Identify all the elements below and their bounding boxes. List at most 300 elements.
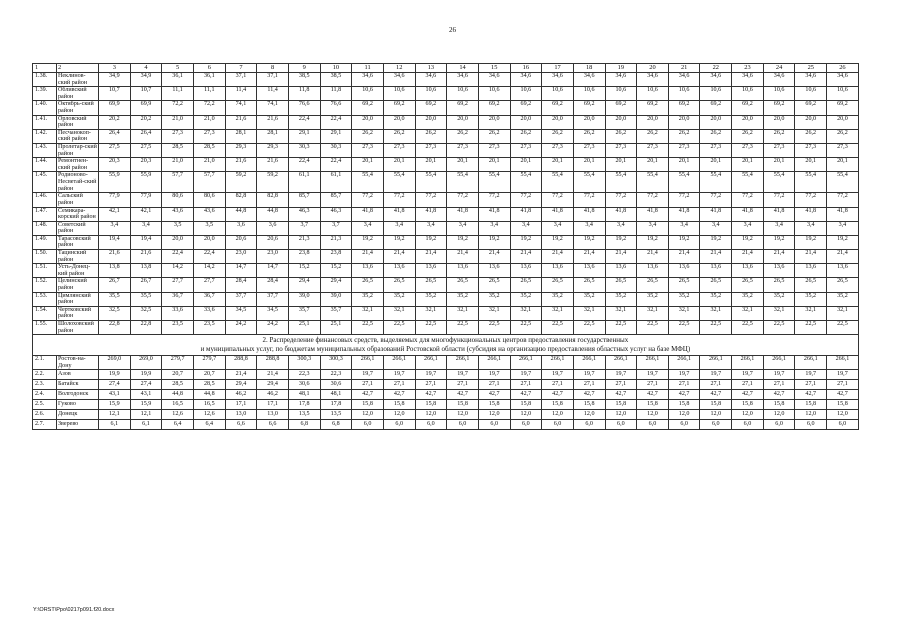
- value-cell: 27,3: [605, 143, 637, 157]
- column-header-cell: 26: [827, 64, 859, 73]
- table-row: [33, 73, 859, 87]
- value-cell: 46,2: [257, 390, 289, 400]
- value-cell: 69,2: [415, 101, 447, 115]
- district-name: Семикара-корский район: [57, 207, 99, 221]
- table-row: [33, 410, 859, 420]
- value-cell: 22,5: [827, 321, 859, 335]
- district-name: Неклинов-ский район: [57, 73, 99, 87]
- value-cell: 36,1: [162, 73, 194, 87]
- row-number: 1.41.: [33, 115, 57, 129]
- value-cell: 20,1: [827, 158, 859, 172]
- value-cell: 77,2: [573, 193, 605, 207]
- value-cell: 55,4: [415, 172, 447, 193]
- value-cell: 20,1: [795, 158, 827, 172]
- value-cell: 26,5: [763, 278, 795, 292]
- value-cell: 19,7: [763, 370, 795, 380]
- value-cell: 15,8: [732, 400, 764, 410]
- value-cell: 12,0: [795, 410, 827, 420]
- value-cell: 77,9: [99, 193, 131, 207]
- row-number: 1.55.: [33, 321, 57, 335]
- value-cell: 22,5: [352, 321, 384, 335]
- value-cell: 21,4: [352, 250, 384, 264]
- value-cell: 55,4: [605, 172, 637, 193]
- value-cell: 20,0: [732, 115, 764, 129]
- value-cell: 22,5: [605, 321, 637, 335]
- column-header-cell: 5: [162, 64, 194, 73]
- row-number: 2.7.: [33, 420, 57, 430]
- value-cell: 22,5: [447, 321, 479, 335]
- column-header-cell: 19: [605, 64, 637, 73]
- value-cell: 26,2: [795, 129, 827, 143]
- row-number: 1.53.: [33, 292, 57, 306]
- column-header-cell: 12: [383, 64, 415, 73]
- value-cell: 3,4: [637, 221, 669, 235]
- column-header-cell: 23: [732, 64, 764, 73]
- file-path-footer: Y:\ORST\Ppo\0217p091.f20.docx: [33, 607, 115, 613]
- value-cell: 13,8: [130, 264, 162, 278]
- value-cell: 69,2: [763, 101, 795, 115]
- value-cell: 10,6: [668, 87, 700, 101]
- value-cell: 27,1: [795, 380, 827, 390]
- value-cell: 21,4: [605, 250, 637, 264]
- value-cell: 17,1: [257, 400, 289, 410]
- value-cell: 19,2: [732, 235, 764, 249]
- value-cell: 26,2: [573, 129, 605, 143]
- value-cell: 3,4: [732, 221, 764, 235]
- value-cell: 41,8: [352, 207, 384, 221]
- value-cell: 26,5: [510, 278, 542, 292]
- value-cell: 20,1: [605, 158, 637, 172]
- value-cell: 37,7: [257, 292, 289, 306]
- value-cell: 3,4: [573, 221, 605, 235]
- value-cell: 3,4: [605, 221, 637, 235]
- value-cell: 35,2: [447, 292, 479, 306]
- value-cell: 26,2: [732, 129, 764, 143]
- column-header-cell: 2: [57, 64, 99, 73]
- value-cell: 32,1: [827, 306, 859, 320]
- value-cell: 22,5: [510, 321, 542, 335]
- value-cell: 74,1: [257, 101, 289, 115]
- value-cell: 32,1: [605, 306, 637, 320]
- value-cell: 288,8: [257, 356, 289, 370]
- value-cell: 41,8: [542, 207, 574, 221]
- value-cell: 42,7: [637, 390, 669, 400]
- value-cell: 6,0: [732, 420, 764, 430]
- district-name: Шолоховский район: [57, 321, 99, 335]
- value-cell: 34,6: [732, 73, 764, 87]
- value-cell: 300,3: [320, 356, 352, 370]
- municipality-name: Ростов-на-Дону: [57, 356, 99, 370]
- value-cell: 6,0: [763, 420, 795, 430]
- value-cell: 20,0: [510, 115, 542, 129]
- value-cell: 35,2: [732, 292, 764, 306]
- value-cell: 19,4: [130, 235, 162, 249]
- value-cell: 77,2: [827, 193, 859, 207]
- value-cell: 32,1: [352, 306, 384, 320]
- value-cell: 15,9: [130, 400, 162, 410]
- section-heading-row: [33, 335, 859, 356]
- value-cell: 27,1: [352, 380, 384, 390]
- value-cell: 33,6: [193, 306, 225, 320]
- value-cell: 3,6: [257, 221, 289, 235]
- value-cell: 34,9: [130, 73, 162, 87]
- value-cell: 15,8: [352, 400, 384, 410]
- value-cell: 10,6: [383, 87, 415, 101]
- value-cell: 21,6: [225, 115, 257, 129]
- value-cell: 15,8: [542, 400, 574, 410]
- value-cell: 266,1: [795, 356, 827, 370]
- value-cell: 13,6: [542, 264, 574, 278]
- value-cell: 10,6: [700, 87, 732, 101]
- value-cell: 6,4: [193, 420, 225, 430]
- value-cell: 12,0: [700, 410, 732, 420]
- value-cell: 44,8: [257, 207, 289, 221]
- value-cell: 26,5: [668, 278, 700, 292]
- value-cell: 72,2: [193, 101, 225, 115]
- value-cell: 26,5: [542, 278, 574, 292]
- value-cell: 6,0: [447, 420, 479, 430]
- value-cell: 21,0: [193, 115, 225, 129]
- value-cell: 6,1: [130, 420, 162, 430]
- value-cell: 27,3: [700, 143, 732, 157]
- value-cell: 21,4: [700, 250, 732, 264]
- value-cell: 27,3: [383, 143, 415, 157]
- value-cell: 17,8: [320, 400, 352, 410]
- value-cell: 22,5: [795, 321, 827, 335]
- column-header-cell: 24: [763, 64, 795, 73]
- value-cell: 27,3: [415, 143, 447, 157]
- value-cell: 32,1: [763, 306, 795, 320]
- value-cell: 55,4: [763, 172, 795, 193]
- value-cell: 19,2: [700, 235, 732, 249]
- value-cell: 6,0: [605, 420, 637, 430]
- value-cell: 12,0: [510, 410, 542, 420]
- value-cell: 15,8: [447, 400, 479, 410]
- table-row: [33, 321, 859, 335]
- column-header-cell: 14: [447, 64, 479, 73]
- value-cell: 37,1: [225, 73, 257, 87]
- value-cell: 41,8: [510, 207, 542, 221]
- value-cell: 35,2: [542, 292, 574, 306]
- value-cell: 266,1: [573, 356, 605, 370]
- value-cell: 26,2: [637, 129, 669, 143]
- value-cell: 27,3: [352, 143, 384, 157]
- value-cell: 266,1: [700, 356, 732, 370]
- value-cell: 27,1: [605, 380, 637, 390]
- value-cell: 34,6: [795, 73, 827, 87]
- value-cell: 20,0: [352, 115, 384, 129]
- value-cell: 41,8: [637, 207, 669, 221]
- value-cell: 26,5: [383, 278, 415, 292]
- value-cell: 32,1: [732, 306, 764, 320]
- value-cell: 22,5: [668, 321, 700, 335]
- value-cell: 19,7: [447, 370, 479, 380]
- value-cell: 3,4: [827, 221, 859, 235]
- value-cell: 72,2: [162, 101, 194, 115]
- value-cell: 288,8: [225, 356, 257, 370]
- value-cell: 19,7: [542, 370, 574, 380]
- value-cell: 69,2: [605, 101, 637, 115]
- value-cell: 55,4: [700, 172, 732, 193]
- value-cell: 12,0: [605, 410, 637, 420]
- value-cell: 10,7: [99, 87, 131, 101]
- value-cell: 42,7: [447, 390, 479, 400]
- table-row: [33, 101, 859, 115]
- value-cell: 21,3: [320, 235, 352, 249]
- row-number: 1.39.: [33, 87, 57, 101]
- value-cell: 20,1: [447, 158, 479, 172]
- value-cell: 85,7: [320, 193, 352, 207]
- value-cell: 13,6: [447, 264, 479, 278]
- value-cell: 6,0: [637, 420, 669, 430]
- value-cell: 20,0: [383, 115, 415, 129]
- value-cell: 27,3: [827, 143, 859, 157]
- value-cell: 15,8: [763, 400, 795, 410]
- value-cell: 17,8: [288, 400, 320, 410]
- column-header-cell: 20: [637, 64, 669, 73]
- value-cell: 266,1: [510, 356, 542, 370]
- row-number: 1.48.: [33, 221, 57, 235]
- value-cell: 44,8: [193, 390, 225, 400]
- district-name: Обливский район: [57, 87, 99, 101]
- value-cell: 22,8: [99, 321, 131, 335]
- value-cell: 20,7: [162, 370, 194, 380]
- value-cell: 6,0: [668, 420, 700, 430]
- district-name: Тацинский район: [57, 250, 99, 264]
- budget-table: [32, 63, 859, 430]
- table-row: [33, 380, 859, 390]
- district-name: Ремонтнен-ский район: [57, 158, 99, 172]
- value-cell: 35,2: [352, 292, 384, 306]
- value-cell: 19,2: [795, 235, 827, 249]
- value-cell: 69,2: [542, 101, 574, 115]
- table-row: [33, 207, 859, 221]
- value-cell: 12,0: [763, 410, 795, 420]
- value-cell: 35,2: [605, 292, 637, 306]
- value-cell: 6,6: [257, 420, 289, 430]
- value-cell: 20,1: [573, 158, 605, 172]
- table-row: [33, 235, 859, 249]
- value-cell: 23,8: [320, 250, 352, 264]
- value-cell: 82,8: [225, 193, 257, 207]
- value-cell: 3,5: [193, 221, 225, 235]
- value-cell: 26,2: [383, 129, 415, 143]
- value-cell: 266,1: [352, 356, 384, 370]
- value-cell: 20,1: [352, 158, 384, 172]
- value-cell: 266,1: [637, 356, 669, 370]
- value-cell: 3,5: [162, 221, 194, 235]
- table-row: [33, 87, 859, 101]
- value-cell: 32,1: [668, 306, 700, 320]
- value-cell: 19,7: [827, 370, 859, 380]
- value-cell: 27,1: [827, 380, 859, 390]
- value-cell: 13,6: [478, 264, 510, 278]
- value-cell: 15,8: [795, 400, 827, 410]
- value-cell: 15,8: [637, 400, 669, 410]
- value-cell: 19,2: [510, 235, 542, 249]
- value-cell: 32,1: [637, 306, 669, 320]
- value-cell: 42,7: [700, 390, 732, 400]
- value-cell: 6,8: [288, 420, 320, 430]
- value-cell: 21,0: [162, 115, 194, 129]
- value-cell: 22,4: [193, 250, 225, 264]
- value-cell: 20,1: [732, 158, 764, 172]
- value-cell: 19,2: [605, 235, 637, 249]
- value-cell: 76,6: [288, 101, 320, 115]
- value-cell: 21,4: [827, 250, 859, 264]
- value-cell: 42,1: [99, 207, 131, 221]
- value-cell: 6,0: [478, 420, 510, 430]
- value-cell: 26,2: [352, 129, 384, 143]
- value-cell: 48,1: [320, 390, 352, 400]
- value-cell: 22,3: [288, 370, 320, 380]
- value-cell: 42,7: [415, 390, 447, 400]
- value-cell: 3,4: [542, 221, 574, 235]
- row-number: 2.3.: [33, 380, 57, 390]
- value-cell: 43,6: [162, 207, 194, 221]
- value-cell: 20,0: [193, 235, 225, 249]
- value-cell: 266,1: [605, 356, 637, 370]
- value-cell: 36,1: [193, 73, 225, 87]
- row-number: 2.4.: [33, 390, 57, 400]
- value-cell: 26,2: [668, 129, 700, 143]
- value-cell: 69,9: [130, 101, 162, 115]
- value-cell: 15,8: [383, 400, 415, 410]
- value-cell: 266,1: [668, 356, 700, 370]
- row-number: 1.47.: [33, 207, 57, 221]
- value-cell: 21,6: [257, 158, 289, 172]
- value-cell: 21,4: [510, 250, 542, 264]
- value-cell: 42,7: [510, 390, 542, 400]
- value-cell: 22,5: [478, 321, 510, 335]
- value-cell: 6,1: [99, 420, 131, 430]
- value-cell: 19,2: [383, 235, 415, 249]
- value-cell: 36,7: [162, 292, 194, 306]
- value-cell: 11,1: [162, 87, 194, 101]
- value-cell: 35,2: [573, 292, 605, 306]
- column-header-cell: 15: [478, 64, 510, 73]
- value-cell: 41,8: [668, 207, 700, 221]
- value-cell: 15,8: [700, 400, 732, 410]
- value-cell: 11,4: [225, 87, 257, 101]
- column-header-cell: 16: [510, 64, 542, 73]
- value-cell: 19,4: [99, 235, 131, 249]
- value-cell: 41,8: [415, 207, 447, 221]
- table-row: [33, 356, 859, 370]
- value-cell: 22,5: [763, 321, 795, 335]
- value-cell: 26,2: [700, 129, 732, 143]
- value-cell: 20,0: [415, 115, 447, 129]
- value-cell: 15,8: [478, 400, 510, 410]
- value-cell: 37,1: [257, 73, 289, 87]
- value-cell: 27,3: [510, 143, 542, 157]
- value-cell: 20,0: [637, 115, 669, 129]
- row-number: 2.6.: [33, 410, 57, 420]
- value-cell: 6,6: [225, 420, 257, 430]
- value-cell: 57,7: [193, 172, 225, 193]
- value-cell: 20,1: [763, 158, 795, 172]
- value-cell: 14,2: [162, 264, 194, 278]
- value-cell: 26,4: [99, 129, 131, 143]
- value-cell: 26,5: [573, 278, 605, 292]
- value-cell: 21,6: [257, 115, 289, 129]
- value-cell: 23,0: [225, 250, 257, 264]
- value-cell: 32,1: [542, 306, 574, 320]
- value-cell: 26,5: [700, 278, 732, 292]
- section-heading-line: 2. Распределение финансовых средств, выделяемых для многофункциональных центров предоставления государственных: [262, 336, 629, 345]
- table-row: [33, 129, 859, 143]
- value-cell: 15,8: [827, 400, 859, 410]
- value-cell: 12,0: [668, 410, 700, 420]
- value-cell: 27,1: [668, 380, 700, 390]
- value-cell: 20,1: [478, 158, 510, 172]
- value-cell: 13,6: [605, 264, 637, 278]
- district-name: Цимлянский район: [57, 292, 99, 306]
- value-cell: 35,5: [99, 292, 131, 306]
- value-cell: 21,4: [415, 250, 447, 264]
- value-cell: 20,2: [130, 115, 162, 129]
- value-cell: 46,3: [320, 207, 352, 221]
- value-cell: 10,6: [605, 87, 637, 101]
- value-cell: 12,6: [162, 410, 194, 420]
- value-cell: 15,2: [288, 264, 320, 278]
- value-cell: 32,5: [130, 306, 162, 320]
- value-cell: 26,5: [478, 278, 510, 292]
- value-cell: 55,4: [383, 172, 415, 193]
- value-cell: 13,6: [383, 264, 415, 278]
- value-cell: 42,7: [352, 390, 384, 400]
- row-number: 1.45.: [33, 172, 57, 193]
- municipality-name: Батайск: [57, 380, 99, 390]
- value-cell: 10,6: [763, 87, 795, 101]
- value-cell: 28,5: [162, 380, 194, 390]
- table-row: [33, 264, 859, 278]
- value-cell: 28,4: [225, 278, 257, 292]
- value-cell: 29,1: [288, 129, 320, 143]
- value-cell: 20,0: [763, 115, 795, 129]
- value-cell: 77,2: [700, 193, 732, 207]
- value-cell: 37,7: [225, 292, 257, 306]
- value-cell: 19,7: [637, 370, 669, 380]
- value-cell: 55,9: [130, 172, 162, 193]
- value-cell: 25,1: [320, 321, 352, 335]
- value-cell: 20,0: [605, 115, 637, 129]
- value-cell: 26,4: [130, 129, 162, 143]
- value-cell: 61,1: [320, 172, 352, 193]
- table-row: [33, 420, 859, 430]
- district-name: Пролетар-ский район: [58, 143, 97, 157]
- value-cell: 10,6: [637, 87, 669, 101]
- value-cell: 19,2: [352, 235, 384, 249]
- value-cell: 42,7: [573, 390, 605, 400]
- value-cell: 77,2: [732, 193, 764, 207]
- value-cell: 23,0: [257, 250, 289, 264]
- value-cell: 77,2: [478, 193, 510, 207]
- value-cell: 39,0: [320, 292, 352, 306]
- municipality-name: Азов: [57, 370, 99, 380]
- value-cell: 20,1: [700, 158, 732, 172]
- value-cell: 42,7: [795, 390, 827, 400]
- value-cell: 42,7: [478, 390, 510, 400]
- value-cell: 23,5: [193, 321, 225, 335]
- value-cell: 6,0: [510, 420, 542, 430]
- value-cell: 69,2: [795, 101, 827, 115]
- value-cell: 32,1: [573, 306, 605, 320]
- value-cell: 55,4: [478, 172, 510, 193]
- value-cell: 69,2: [573, 101, 605, 115]
- value-cell: 35,7: [288, 306, 320, 320]
- value-cell: 34,6: [383, 73, 415, 87]
